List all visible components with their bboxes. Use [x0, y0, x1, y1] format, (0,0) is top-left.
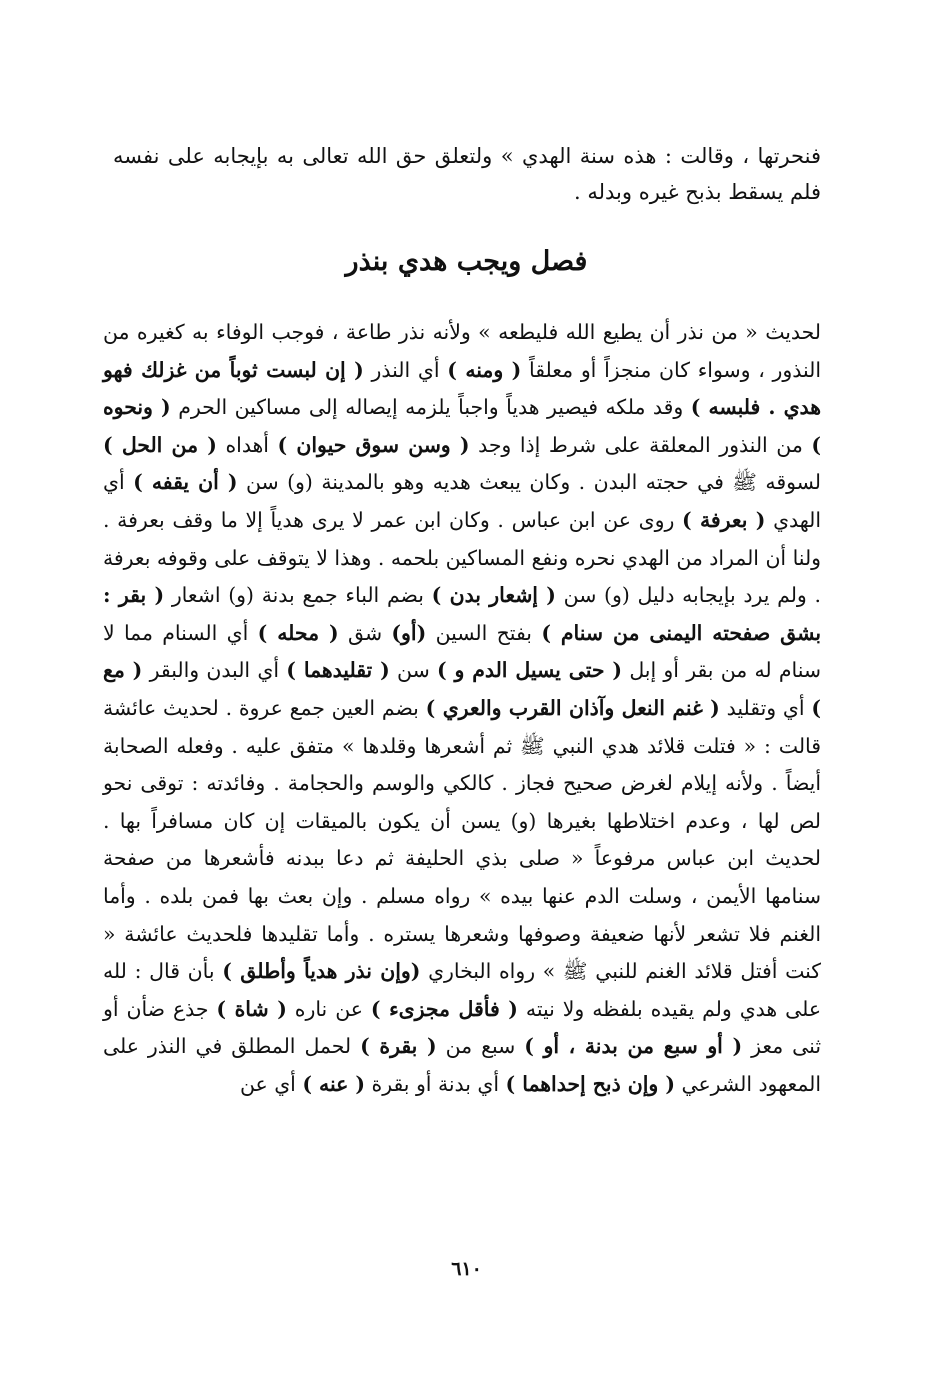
text-segment: أي عن	[240, 1071, 303, 1096]
bold-text-segment: ( بقر : بشق صفحته اليمنى من سنام )	[103, 583, 822, 645]
bold-text-segment: ( عنه )	[302, 1071, 366, 1096]
bold-text-segment: ( وإن ذبح إحداهما )	[505, 1071, 676, 1096]
bold-text-segment: ( فأقل مجزىء )	[370, 996, 518, 1021]
bold-text-segment: ( أو سبع من بدنة ، أو )	[524, 1034, 743, 1059]
text-segment: أي الهدي	[103, 470, 822, 532]
text-segment: أي السنام مما لا سنام له من بقر أو إبل	[103, 620, 822, 683]
bold-text-segment: ( إن لبست ثوباً من غزلك فهو هدي . فلبسه )	[103, 357, 822, 420]
text-segment: عن ناره	[286, 996, 371, 1021]
text-segment: سبع من	[436, 1034, 525, 1059]
bold-text-segment: ( حتى يسيل الدم و )	[436, 658, 623, 683]
bold-text-segment: ( إشعار بدن )	[431, 583, 556, 608]
text-segment: من النذور المعلقة على شرط إذا وجد	[469, 432, 812, 457]
bold-text-segment: ( ونحوه )	[103, 395, 821, 457]
text-segment: بأن قال : لله على هدي ولم يقيده بلفظه ولا نيته	[103, 959, 821, 1021]
bold-text-segment: ( غنم النعل وآذان القرب والعري )	[425, 695, 720, 720]
bold-text-segment: ( بعرفة )	[682, 507, 766, 532]
body-paragraph	[103, 314, 821, 1103]
text-segment: بضم العين جمع عروة . لحديث عائشة قالت : « فتلت قلائد هدي النبي ﷺ ثم أشعرها وقلدها » متفق عليه . وفعله الصحابة أيضاً . ولأنه إيلام لغرض صحيح فجاز . كالكي والوسم والحجامة . وفائدته : توقى نحو لص لها ، وعدم اختلاطها بغيرها (و) يسن أن يكون بالميقات إن كان مسافراً بها . لحديث ابن عباس مرفوعاً « صلى بذي الحليفة ثم دعا ببدنه فأشعرها من صفحة سنامها الأيمن ، وسلت الدم عنها بيده » رواه مسلم . وإن بعث بها فمن بلده . وأما الغنم فلا تشعر لأنها ضعيفة وصوفها وشعرها يستره . وأما تقليدها فلحديث عائشة « كنت أفتل قلائد الغنم للنبي ﷺ » رواه البخاري	[103, 695, 821, 984]
text-segment: روى عن ابن عباس . وكان ابن عمر لا يرى هدياً إلا ما وقف بعرفة . ولنا أن المراد من الهدي نحره ونفع المساكين بلحمه . وهذا لا يتوقف على وقوفه بعرفة . ولم يرد بإيجابه دليل (و) سن	[102, 507, 821, 608]
text-segment: أي البدن والبقر	[142, 658, 287, 683]
bold-text-segment: ( محله )	[257, 620, 339, 645]
text-segment: بفتح السين	[426, 620, 542, 645]
text-segment: وقد ملكه فيصير هدياً واجباً يلزمه إيصاله إلى مساكين الحرم	[170, 395, 691, 420]
text-segment: شق	[338, 620, 392, 645]
bold-text-segment: ( ومنه )	[447, 357, 522, 382]
page-number: ٦١٠	[451, 1258, 482, 1280]
bold-text-segment: ( وسن سوق حيوان )	[277, 432, 470, 457]
bold-text-segment: ( من الحل )	[103, 432, 217, 457]
section-heading: فصل ويجب هدي بنذر	[345, 246, 588, 277]
bold-text-segment: (أو)	[391, 620, 427, 645]
bold-text-segment: (وإن نذر هدياً وأطلق )	[222, 959, 421, 984]
text-segment: بضم الباء جمع بدنة (و) اشعار	[164, 583, 432, 608]
text-segment: أي وتقليد	[719, 695, 812, 720]
text-segment: أهداه	[216, 432, 278, 457]
text-segment: لحمل المطلق في النذر على المعهود الشرعي	[103, 1034, 821, 1096]
text-segment: لسوقه ﷺ في حجته البدن . وكان يبعث هديه وهو بالمدينة (و) سن	[237, 470, 822, 495]
intro-paragraph	[113, 138, 821, 210]
bold-text-segment: ( مع )	[103, 658, 822, 720]
text-segment: جذع ضأن أو ثنى معز	[103, 996, 822, 1059]
bold-text-segment: ( تقليدهما )	[286, 658, 390, 683]
text-segment: سن	[389, 658, 437, 683]
intro-text: فنحرتها ، وقالت : هذه سنة الهدي » ولتعلق حق الله تعالى به بإيجابه على نفسه فلم يسقط بذبح غيره وبدله .	[113, 144, 821, 204]
text-segment: أي بدنة أو بقرة	[365, 1071, 506, 1096]
bold-text-segment: ( أن يقفه )	[133, 470, 238, 495]
text-segment: أي النذر	[363, 357, 448, 382]
bold-text-segment: ( شاة )	[216, 996, 287, 1021]
bold-text-segment: ( بقرة )	[360, 1034, 437, 1059]
text-segment: لحديث « من نذر أن يطيع الله فليطعه » ولأنه نذر طاعة ، فوجب الوفاء به كغيره من النذور ، وسواء كان منجزاً أو معلقاً	[103, 320, 821, 382]
